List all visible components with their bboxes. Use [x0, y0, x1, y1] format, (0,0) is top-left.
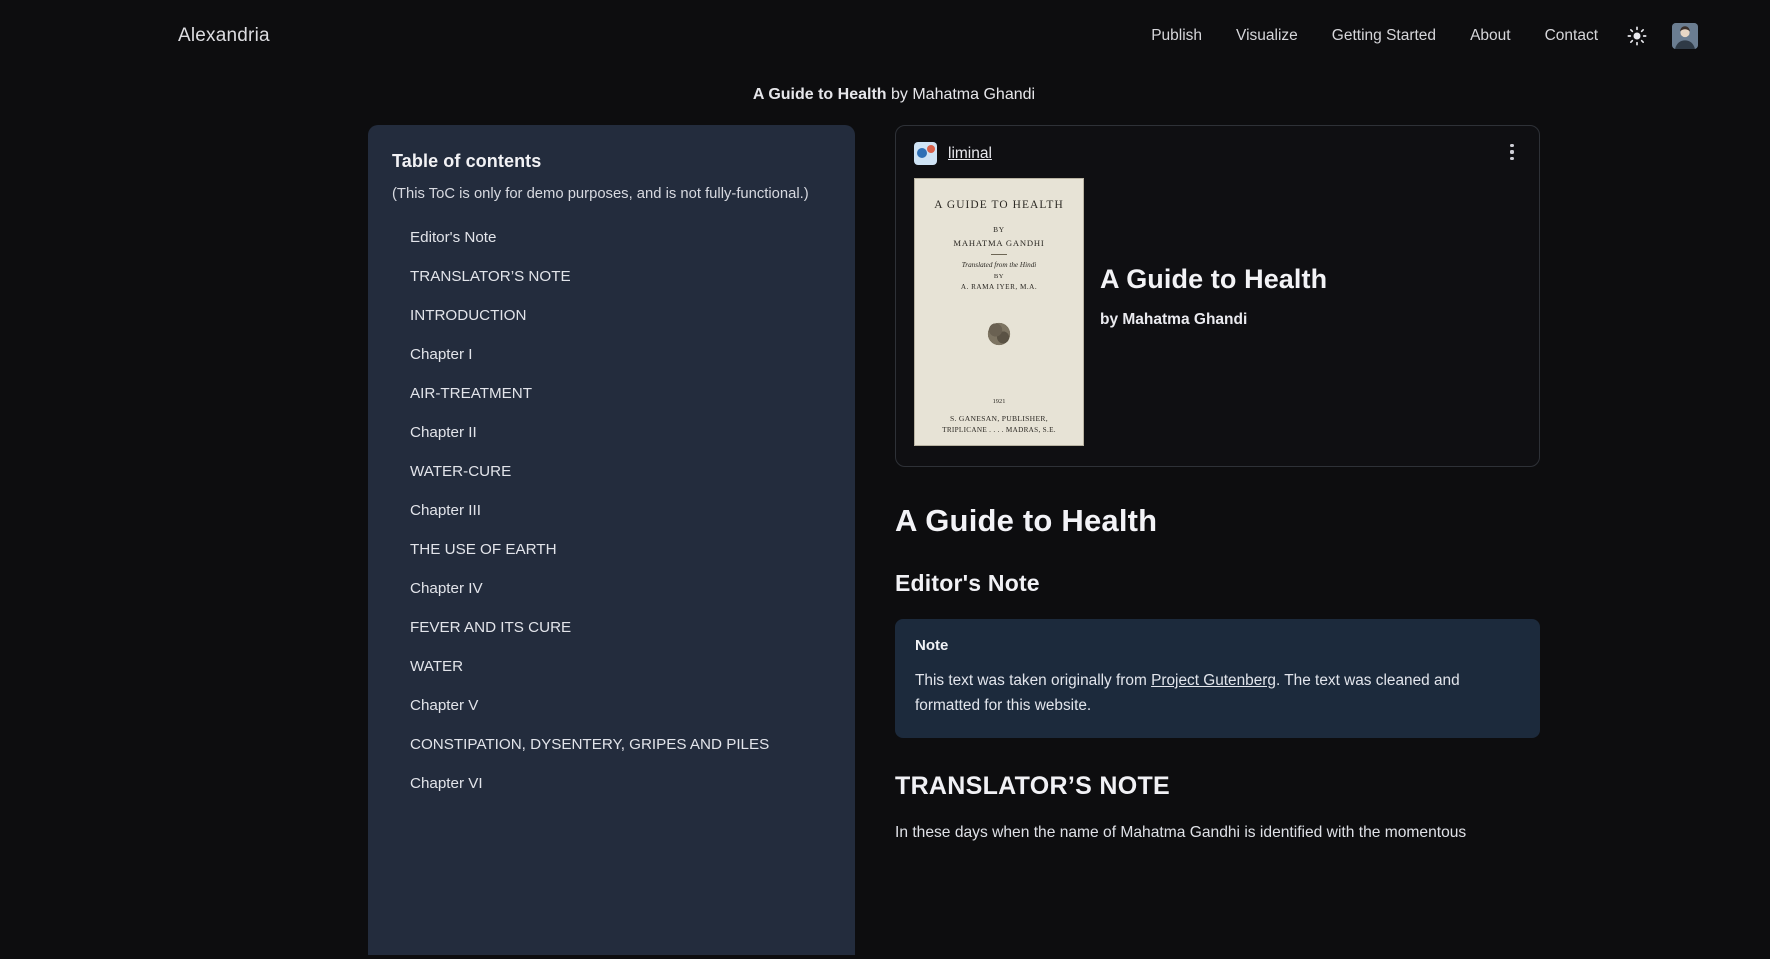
section-heading-editors-note: Editor's Note: [895, 570, 1040, 596]
liminal-favicon-icon: [914, 142, 937, 165]
toc-item-chapter-iii[interactable]: Chapter III: [410, 502, 481, 520]
toc-item-translators-note[interactable]: TRANSLATOR’S NOTE: [410, 268, 571, 286]
content-column: [895, 125, 1540, 955]
book-header-title: A Guide to Health: [752, 86, 887, 103]
book-embed-card[interactable]: [895, 125, 1540, 467]
book-cover-image: [914, 178, 1084, 446]
toc-item-chapter-i[interactable]: Chapter I: [410, 346, 473, 364]
cover-rule: [991, 254, 1007, 255]
cover-by-label-2: BY: [993, 273, 1005, 280]
top-navbar: [0, 0, 1770, 72]
toc-item-water[interactable]: WATER: [410, 658, 464, 676]
cover-author: MAHATMA GANDHI: [953, 238, 1045, 248]
embed-author: by Mahatma Ghandi: [1100, 311, 1248, 328]
brand-logo[interactable]: Alexandria: [178, 25, 270, 46]
embed-body: [914, 178, 1521, 446]
cover-year: 1921: [992, 398, 1006, 405]
toc-item-air-treatment[interactable]: AIR-TREATMENT: [410, 385, 533, 403]
nav-link-getting-started[interactable]: Getting Started: [1331, 27, 1437, 44]
note-text-after: . The text was cleaned and formatted for this website.: [915, 672, 1460, 714]
toc-item-chapter-v[interactable]: Chapter V: [410, 697, 479, 715]
embed-header: [914, 142, 1521, 165]
nav-link-about[interactable]: About: [1470, 27, 1511, 44]
cover-publisher-address: TRIPLICANE . . . . MADRAS, S.E.: [942, 426, 1056, 434]
table-of-contents: [368, 125, 855, 955]
toc-title: Table of contents: [392, 151, 542, 171]
translator-paragraph: In these days when the name of Mahatma Gandhi is identified with the momentous: [895, 824, 1467, 842]
toc-item-introduction[interactable]: INTRODUCTION: [410, 307, 527, 325]
nav-links: [1151, 27, 1598, 45]
sun-icon[interactable]: [1624, 23, 1650, 49]
toc-item-the-use-of-earth[interactable]: THE USE OF EARTH: [410, 541, 557, 559]
article: [895, 503, 1540, 846]
note-text-before: This text was taken originally from: [915, 672, 1152, 689]
toc-item-chapter-vi[interactable]: Chapter VI: [410, 775, 483, 793]
nav-link-publish[interactable]: Publish: [1151, 27, 1203, 44]
note-label: Note: [915, 637, 949, 654]
main-layout: [0, 125, 1770, 955]
toc-item-chapter-ii[interactable]: Chapter II: [410, 424, 477, 442]
page-title: A Guide to Health: [895, 503, 1158, 538]
kebab-menu-icon[interactable]: [1503, 141, 1521, 163]
cover-by-label: BY: [993, 225, 1005, 234]
note-callout: [895, 619, 1540, 738]
embed-site-link[interactable]: liminal: [948, 144, 992, 162]
book-header-author: by Mahatma Ghandi: [886, 86, 1036, 103]
toc-item-chapter-iv[interactable]: Chapter IV: [410, 580, 483, 598]
cover-title: A GUIDE TO HEALTH: [934, 199, 1064, 211]
toc-item-constipation[interactable]: CONSTIPATION, DYSENTERY, GRIPES AND PILES: [410, 736, 770, 754]
toc-list: [368, 218, 855, 803]
embed-meta: [1100, 178, 1327, 446]
embed-title: A Guide to Health: [1100, 264, 1328, 294]
section-heading-translators-note: TRANSLATOR’S NOTE: [895, 772, 1171, 801]
book-header: [18, 86, 1770, 104]
toc-item-water-cure[interactable]: WATER-CURE: [410, 463, 512, 481]
cover-translated-note: Translated from the Hindi: [961, 261, 1037, 269]
cover-publisher: S. GANESAN, PUBLISHER,: [950, 414, 1048, 423]
note-text: [915, 669, 1520, 718]
cover-translator: A. RAMA IYER, M.A.: [960, 283, 1038, 291]
toc-item-editors-note[interactable]: Editor's Note: [410, 229, 497, 247]
project-gutenberg-link[interactable]: Project Gutenberg: [1151, 672, 1276, 689]
user-avatar[interactable]: [1672, 23, 1698, 49]
nav-link-visualize[interactable]: Visualize: [1236, 27, 1298, 44]
toc-note: (This ToC is only for demo purposes, and is not fully-functional.): [392, 186, 809, 202]
toc-item-fever-and-its-cure[interactable]: FEVER AND ITS CURE: [410, 619, 572, 637]
cover-ornament-icon: [982, 317, 1016, 351]
nav-link-contact[interactable]: Contact: [1544, 27, 1598, 44]
